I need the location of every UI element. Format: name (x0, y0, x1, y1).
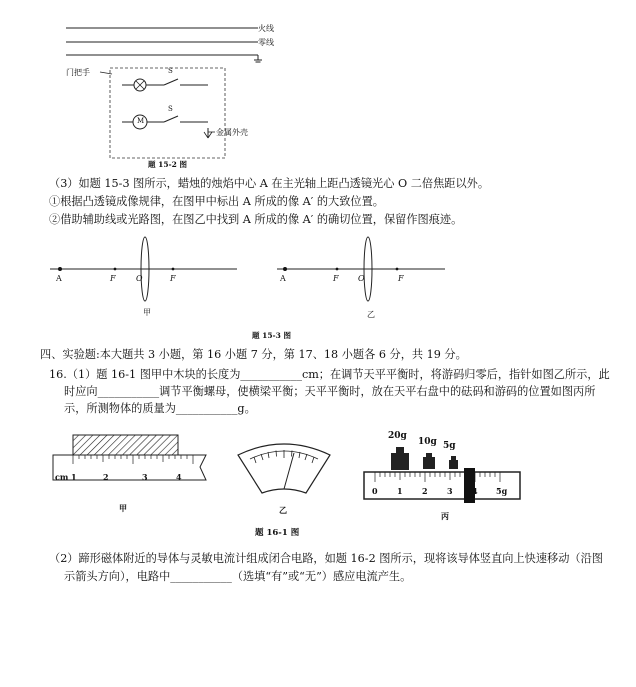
scale-tick-1: 1 (397, 486, 403, 496)
ruler-tick-4: 4 (176, 472, 182, 482)
scale-tick-3: 3 (447, 486, 453, 496)
fig-a-f1-label: F (110, 274, 116, 283)
fig-a-point-label: A (56, 274, 62, 283)
ruler-tick-3: 3 (142, 472, 148, 482)
figure-16-1-dial (228, 435, 340, 500)
q15-3-intro: （3）如题 15-3 图所示，蜡烛的烛焰中心 A 在主光轴上距凸透镜光心 O 二倍焦距以外。 (49, 177, 490, 190)
balance-fig-label: 丙 (441, 511, 449, 521)
fig-b-f2-label: F (398, 274, 404, 283)
q16-line3: 示，所测物体的质量为___________g。 (64, 402, 256, 415)
ruler-tick-1: 1 (71, 472, 77, 482)
weight-5g (451, 456, 456, 460)
fig-a-label: 甲 (143, 308, 151, 317)
motor-label: M (137, 117, 145, 125)
q16-line1: 16.（1）题 16-1 图甲中木块的长度为___________cm；在调节天平平衡时，将游码归零后，指针如图乙所示，此 (49, 368, 610, 381)
dial-fig-label: 乙 (279, 505, 287, 515)
scale-tick-4: 4 (472, 486, 478, 496)
fig-b-o-label: O (358, 274, 365, 283)
fig-b-point-label: A (280, 274, 286, 283)
figure-15-2 (60, 10, 300, 175)
fig-b-label: 乙 (367, 310, 375, 319)
fig-a-f2-label: F (170, 274, 176, 283)
q15-3-item2: ②借助辅助线或光路图，在图乙中找到 A 所成的像 A′ 的确切位置，保留作图痕迹。 (49, 213, 463, 226)
focus-right-dot (172, 268, 175, 271)
scale-tick-0: 0 (372, 486, 378, 496)
focus-left-dot (114, 268, 117, 271)
figure-16-1-caption: 题 16-1 图 (255, 528, 300, 538)
figure-15-3-caption: 题 15-3 图 (252, 331, 291, 340)
ruler-tick-2: 2 (103, 472, 109, 482)
scale-tick-2: 2 (422, 486, 428, 496)
live-wire-label: 火线 (258, 24, 274, 33)
weight-5g-label: 5g (443, 441, 456, 451)
weight-20g (396, 447, 404, 453)
point-a-dot-b (283, 267, 287, 271)
fig-a-o-label: O (136, 274, 143, 283)
metal-shell-label: 金属外壳 (216, 128, 248, 137)
section-4-heading: 四、实验题:本大题共 3 小题，第 16 小题 7 分，第 17、18 小题各 6 分，共 19 分。 (40, 348, 467, 361)
q16-2-line1: （2）蹄形磁体附近的导体与灵敏电流计组成闭合电路，如题 16-2 图所示，现将该导体竖直向上快速移动（沿图 (49, 552, 603, 565)
weight-10g (426, 453, 432, 457)
lamp-switch (164, 79, 178, 85)
figure-15-2-caption: 题 15-2 图 (148, 160, 187, 169)
scale-tick-5g: 5g (496, 486, 508, 496)
neutral-wire-label: 零线 (258, 38, 274, 47)
weight-20g-label: 20g (388, 431, 407, 441)
q15-3-item1: ①根据凸透镜成像规律，在图甲中标出 A 所成的像 A′ 的大致位置。 (49, 195, 384, 208)
weight-10g-label: 10g (418, 437, 437, 447)
point-a-dot (58, 267, 62, 271)
motor-switch (164, 116, 178, 122)
ruler-fig-label: 甲 (119, 503, 127, 513)
wood-block (73, 435, 178, 455)
lamp-switch-label: S (168, 67, 173, 75)
door-handle-label: 门把手 (66, 68, 90, 77)
ruler-unit-label: cm (55, 472, 69, 482)
q16-2-line2: 示箭头方向），电路中___________（选填“有”或“无”）感应电流产生。 (64, 570, 412, 583)
q16-line2: 时应向___________调节平衡螺母，使横梁平衡；天平平衡时，放在天平右盘中的砝码和游码的位置如图丙所 (64, 385, 596, 398)
motor-switch-label: S (168, 105, 173, 113)
fig-b-f1-label: F (333, 274, 339, 283)
